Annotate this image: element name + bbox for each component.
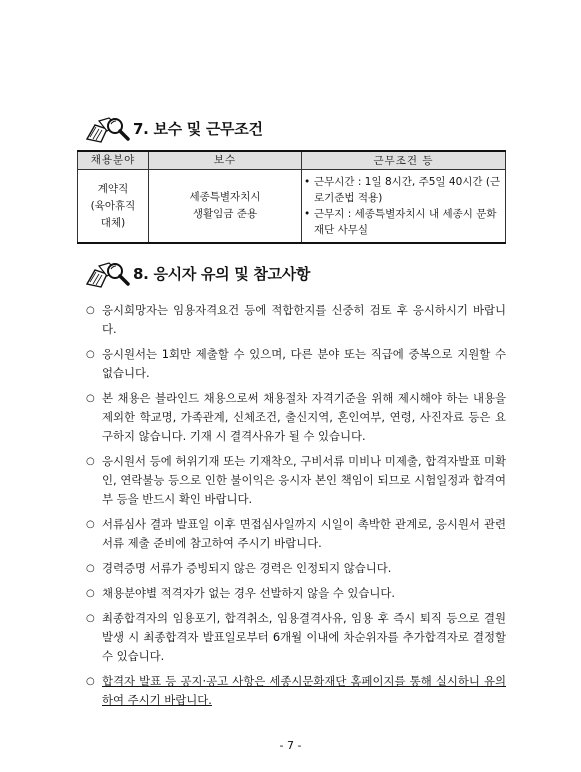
circle-bullet-icon: ○ xyxy=(86,393,95,404)
section-8-heading xyxy=(85,258,310,288)
page-number: - 7 - xyxy=(279,739,302,752)
cell-field xyxy=(78,170,149,244)
list-item xyxy=(86,672,506,710)
list-item xyxy=(86,559,506,578)
list-item xyxy=(86,584,506,603)
table-row xyxy=(78,170,506,244)
section-8-title: 8. 응시자 유의 및 참고사항 xyxy=(133,264,311,283)
note-text: 최종합격자의 임용포기, 합격취소, 임용결격사유, 임용 후 즉시 퇴직 등으로 결원 발생 시 최종합격자 발표일로부터 6개월 이내에 차순위자를 추가합격자로 결정할 수 있습니다. xyxy=(102,611,506,663)
pay-line: 생활임금 준용 xyxy=(192,208,258,220)
field-line: (육아휴직 xyxy=(90,199,136,212)
note-text: 서류심사 결과 발표일 이후 면접심사일까지 시일이 촉박한 관계로, 응시원서 관련서류 제출 준비에 참고하여 주시기 바랍니다. xyxy=(102,517,506,550)
header-conditions: 근무조건 등 xyxy=(302,151,506,170)
circle-bullet-icon: ○ xyxy=(86,456,95,467)
note-text: 채용분야별 적격자가 없는 경우 선발하지 않을 수 있습니다. xyxy=(102,586,396,600)
magnifier-book-icon xyxy=(85,113,131,143)
table-header-row xyxy=(78,151,506,170)
condition-item xyxy=(304,174,503,206)
list-item xyxy=(86,301,506,339)
circle-bullet-icon: ○ xyxy=(86,613,95,624)
condition-text: 근무시간 : 1일 8시간, 주5일 40시간 (근로기준법 적용) xyxy=(314,176,501,204)
section-7-title: 7. 보수 및 근무조건 xyxy=(133,119,263,138)
cell-conditions xyxy=(302,170,506,244)
list-item xyxy=(86,389,506,446)
note-text: 응시원서는 1회만 제출할 수 있으며, 다른 분야 또는 직급에 중복으로 지원할 수 없습니다. xyxy=(102,347,506,380)
list-item xyxy=(86,345,506,383)
condition-item xyxy=(304,206,503,238)
pay-line: 세종특별자치시 xyxy=(189,191,261,203)
field-line: 계약직 xyxy=(97,182,129,195)
circle-bullet-icon: ○ xyxy=(86,676,95,687)
note-text-underlined: 합격자 발표 등 공지·공고 사항은 세종시문화재단 홈페이지를 통해 실시하니 유의하여 주시기 바랍니다. xyxy=(102,674,506,707)
circle-bullet-icon: ○ xyxy=(86,349,95,360)
circle-bullet-icon: ○ xyxy=(86,519,95,530)
list-item xyxy=(86,452,506,509)
magnifier-book-icon xyxy=(85,258,131,288)
circle-bullet-icon: ○ xyxy=(86,305,95,316)
section-7-heading xyxy=(85,113,263,143)
note-text: 본 채용은 블라인드 채용으로써 채용절차 자격기준을 위해 제시해야 하는 내용을 제외한 학교명, 가족관계, 신체조건, 출신지역, 혼인여부, 연령, 사진자료 등은 요구하지 않습니다. 기재 시 결격사유가 될 수 있습니다. xyxy=(102,391,506,443)
header-field: 채용분야 xyxy=(78,151,149,170)
field-line: 대체) xyxy=(100,216,126,229)
note-text: 응시희망자는 임용자격요건 등에 적합한지를 신중히 검토 후 응시하시기 바랍니다. xyxy=(102,303,506,336)
list-item xyxy=(86,609,506,666)
pay-conditions-table xyxy=(77,150,506,244)
notes-list xyxy=(86,301,506,716)
header-pay: 보수 xyxy=(149,151,302,170)
circle-bullet-icon: ○ xyxy=(86,563,95,574)
circle-bullet-icon: ○ xyxy=(86,588,95,599)
bullet: • xyxy=(304,208,311,220)
note-text: 경력증명 서류가 증빙되지 않은 경력은 인정되지 않습니다. xyxy=(102,561,392,575)
bullet: • xyxy=(304,176,311,188)
cell-pay xyxy=(149,170,302,244)
condition-text: 근무지 : 세종특별자치시 내 세종시 문화재단 사무실 xyxy=(314,208,497,236)
note-text: 응시원서 등에 허위기재 또는 기재착오, 구비서류 미비나 미제출, 합격자발표 미확인, 연락불능 등으로 인한 불이익은 응시자 본인 책임이 되므로 시험일정과 합격여부 등을 반드시 확인 바랍니다. xyxy=(102,454,506,506)
list-item xyxy=(86,515,506,553)
